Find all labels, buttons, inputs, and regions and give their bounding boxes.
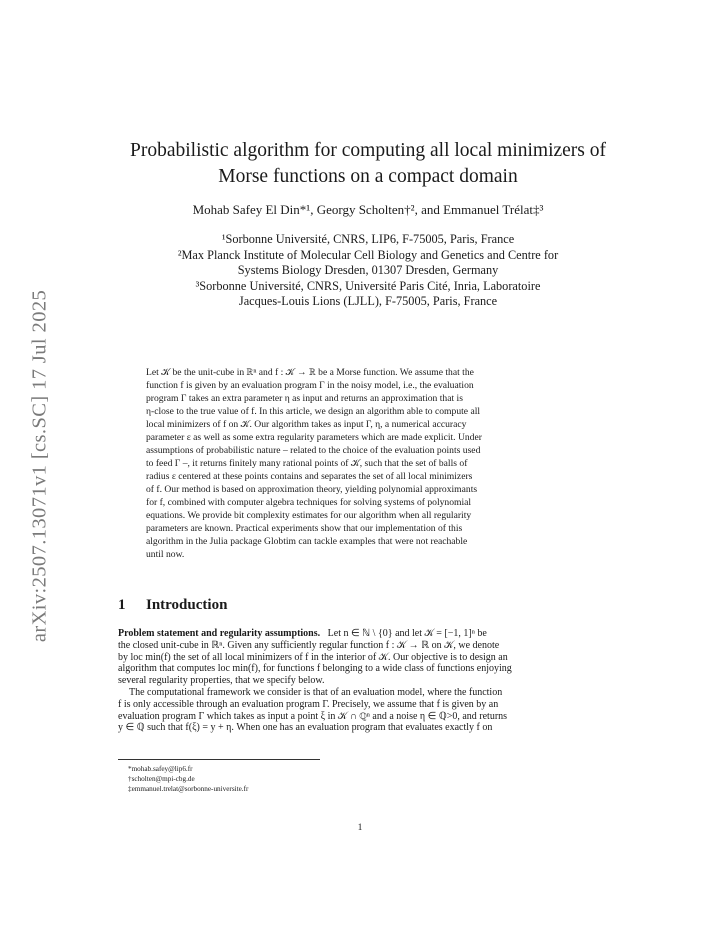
affiliations — [110, 232, 626, 310]
affiliation-line: ¹Sorbonne Université, CNRS, LIP6, F-75005, Paris, France — [221, 232, 515, 246]
abstract-line: until now. — [146, 549, 185, 560]
body-line: by loc min(f) the set of all local minimizers of f in the interior of 𝒦. Our objective is to design an — [118, 651, 508, 663]
abstract-line: of f. Our method is based on approximation theory, yielding polynomial approximants — [146, 484, 478, 495]
title-line-2: Morse functions on a compact domain — [218, 166, 518, 187]
title-line-1: Probabilistic algorithm for computing all local minimizers of — [129, 140, 607, 161]
body-line: the closed unit-cube in ℝⁿ. Given any sufficiently regular function f : 𝒦 → ℝ on 𝒦, we denote — [118, 639, 500, 651]
introduction-body — [118, 628, 621, 734]
body-line: y ∈ ℚ such that f(ξ) = y + η. When one has an evaluation program that evaluates exactly f on — [118, 722, 493, 734]
footnote-email[interactable]: †scholten@mpi-cbg.de — [128, 775, 195, 783]
footnote-rule — [118, 759, 320, 760]
abstract-line: for f, combined with computer algebra techniques for solving systems of polynomial — [146, 497, 472, 508]
affiliation-line: Jacques-Louis Lions (LJLL), F-75005, Paris, France — [238, 294, 498, 308]
body-line: The computational framework we consider is that of an evaluation model, where the function — [129, 686, 503, 698]
abstract-line: Let 𝒦 be the unit-cube in ℝⁿ and f : 𝒦 → ℝ be a Morse function. We assume that the — [146, 367, 474, 378]
affiliation-line: Systems Biology Dresden, 01307 Dresden, Germany — [237, 263, 499, 277]
abstract-line: parameter ε as well as some extra regularity parameters which are made explicit. Under — [146, 432, 482, 443]
arxiv-identifier-stamp[interactable]: arXiv:2507.13071v1 [cs.SC] 17 Jul 2025 — [28, 289, 51, 643]
abstract-line: assumptions of probabilistic nature – related to the choice of the evaluation points used — [146, 445, 481, 456]
section-title: Introduction — [146, 597, 228, 613]
section-heading-introduction — [118, 597, 227, 614]
abstract-line: radius ε centered at these points contains and separates the set of all local minimizers — [146, 471, 473, 482]
body-line: several regularity properties, that we specify below. — [118, 675, 325, 687]
author-list: Mohab Safey El Din*¹, Georgy Scholten†², and Emmanuel Trélat‡³ — [192, 202, 544, 217]
abstract-line: local minimizers of f on 𝒦. Our algorithm takes as input Γ, η, a numerical accuracy — [146, 419, 467, 430]
body-line: algorithm that computes loc min(f), for functions f belonging to a wide class of functions enjoying — [118, 663, 512, 675]
paper-title — [110, 138, 626, 190]
affiliation-line: ³Sorbonne Université, CNRS, Université Paris Cité, Inria, Laboratoire — [195, 278, 541, 293]
page-number: 1 — [357, 822, 363, 833]
abstract — [146, 366, 590, 561]
abstract-line: program Γ takes an extra parameter η as input and returns an approximation that is — [146, 393, 463, 404]
abstract-line: function f is given by an evaluation program Γ in the noisy model, i.e., the evaluation — [146, 380, 474, 391]
body-line: evaluation program Γ which takes as input a point ξ in 𝒦 ∩ ℚⁿ and a noise η ∈ ℚ>0, and returns — [118, 710, 508, 722]
paragraph-heading: Problem statement and regularity assumptions. — [118, 628, 321, 639]
affiliation-line: ²Max Planck Institute of Molecular Cell Biology and Genetics and Centre for — [177, 247, 559, 262]
body-line: f is only accessible through an evaluation program Γ. Precisely, we assume that f is given by an — [118, 698, 499, 710]
abstract-line: algorithm in the Julia package Globtim can tackle examples that were not reachable — [146, 536, 468, 547]
abstract-line: parameters are known. Practical experiments show that our implementation of this — [146, 523, 463, 534]
body-line-text: Let n ∈ ℕ \ {0} and let 𝒦 = [−1, 1]ⁿ be — [327, 628, 487, 639]
section-number: 1 — [118, 597, 126, 613]
abstract-line: equations. We provide bit complexity estimates for our algorithm when all regularity — [146, 510, 472, 521]
footnote-email[interactable]: *mohab.safey@lip6.fr — [128, 765, 193, 773]
abstract-line: η-close to the true value of f. In this article, we design an algorithm able to compute all — [146, 406, 481, 417]
footnote-email[interactable]: ‡emmanuel.trelat@sorbonne-universite.fr — [128, 785, 249, 793]
body-line — [118, 628, 621, 640]
abstract-line: to feed Γ –, it returns finitely many rational points of 𝒦, such that the set of balls of — [146, 458, 468, 469]
footnotes — [128, 764, 248, 794]
